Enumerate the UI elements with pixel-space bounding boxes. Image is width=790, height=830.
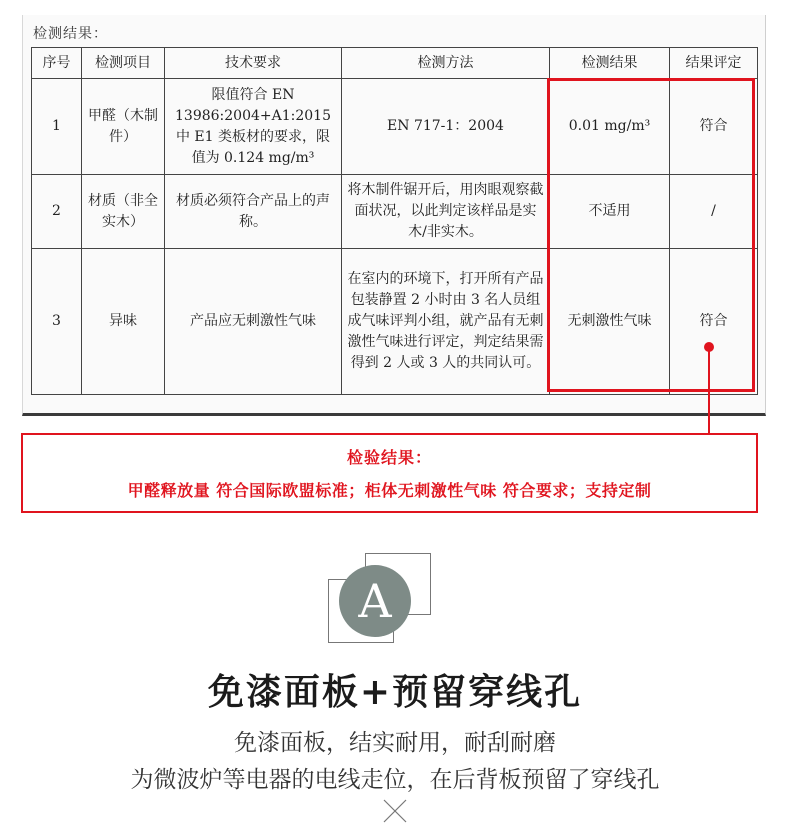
table-header-row bbox=[32, 48, 758, 79]
row-number: 1 bbox=[32, 79, 82, 175]
row-number: 2 bbox=[32, 175, 82, 249]
row-item: 甲醛（木制件） bbox=[82, 79, 165, 175]
row-result: 0.01 mg/m³ bbox=[550, 79, 670, 175]
row-item: 材质（非全实木） bbox=[82, 175, 165, 249]
row-item: 异味 bbox=[82, 249, 165, 395]
header-cell: 检测结果 bbox=[550, 48, 670, 79]
conclusion-title: 检验结果： bbox=[346, 448, 432, 467]
header-cell: 检测方法 bbox=[342, 48, 550, 79]
conclusion-text: 甲醛释放量 符合国际欧盟标准；柜体无刺激性气味 符合要求；支持定制 bbox=[127, 481, 652, 500]
row-requirement: 限值符合 EN 13986:2004+A1:2015 中 E1 类板材的要求，限值为 0.124 mg/m³ bbox=[165, 79, 342, 175]
row-requirement: 材质必须符合产品上的声称。 bbox=[165, 175, 342, 249]
badge-letter: A bbox=[339, 565, 411, 637]
header-cell: 序号 bbox=[32, 48, 82, 79]
row-evaluation: / bbox=[670, 175, 758, 249]
row-result: 不适用 bbox=[550, 175, 670, 249]
header-cell: 检测项目 bbox=[82, 48, 165, 79]
conclusion-box bbox=[21, 433, 758, 513]
row-result: 无刺激性气味 bbox=[550, 249, 670, 395]
header-cell: 技术要求 bbox=[165, 48, 342, 79]
highlight-connector-line bbox=[708, 346, 710, 434]
result-highlight-box bbox=[547, 78, 755, 392]
feature-line-1: 免漆面板，结实耐用，耐刮耐磨 bbox=[234, 730, 556, 756]
row-requirement: 产品应无刺激性气味 bbox=[165, 249, 342, 395]
row-evaluation: 符合 bbox=[670, 79, 758, 175]
section-badge bbox=[328, 553, 432, 645]
row-number: 3 bbox=[32, 249, 82, 395]
row-evaluation: 符合 bbox=[670, 249, 758, 395]
row-method: 在室内的环境下，打开所有产品包装静置 2 小时由 3 名人员组成气味评判小组，就产品有无刺激性气味进行评定，判定结果需得到 2 人或 3 人的共同认可。 bbox=[342, 249, 550, 395]
feature-line-2: 为微波炉等电器的电线走位，在后背板预留了穿线孔 bbox=[130, 767, 660, 793]
row-method: 将木制件锯开后，用肉眼观察截面状况，以此判定该样品是实木/非实木。 bbox=[342, 175, 550, 249]
header-cell: 结果评定 bbox=[670, 48, 758, 79]
feature-headline: 免漆面板+预留穿线孔 bbox=[207, 671, 583, 713]
report-label: 检测结果： bbox=[33, 26, 108, 42]
cross-icon bbox=[382, 798, 408, 824]
row-method: EN 717-1：2004 bbox=[342, 79, 550, 175]
